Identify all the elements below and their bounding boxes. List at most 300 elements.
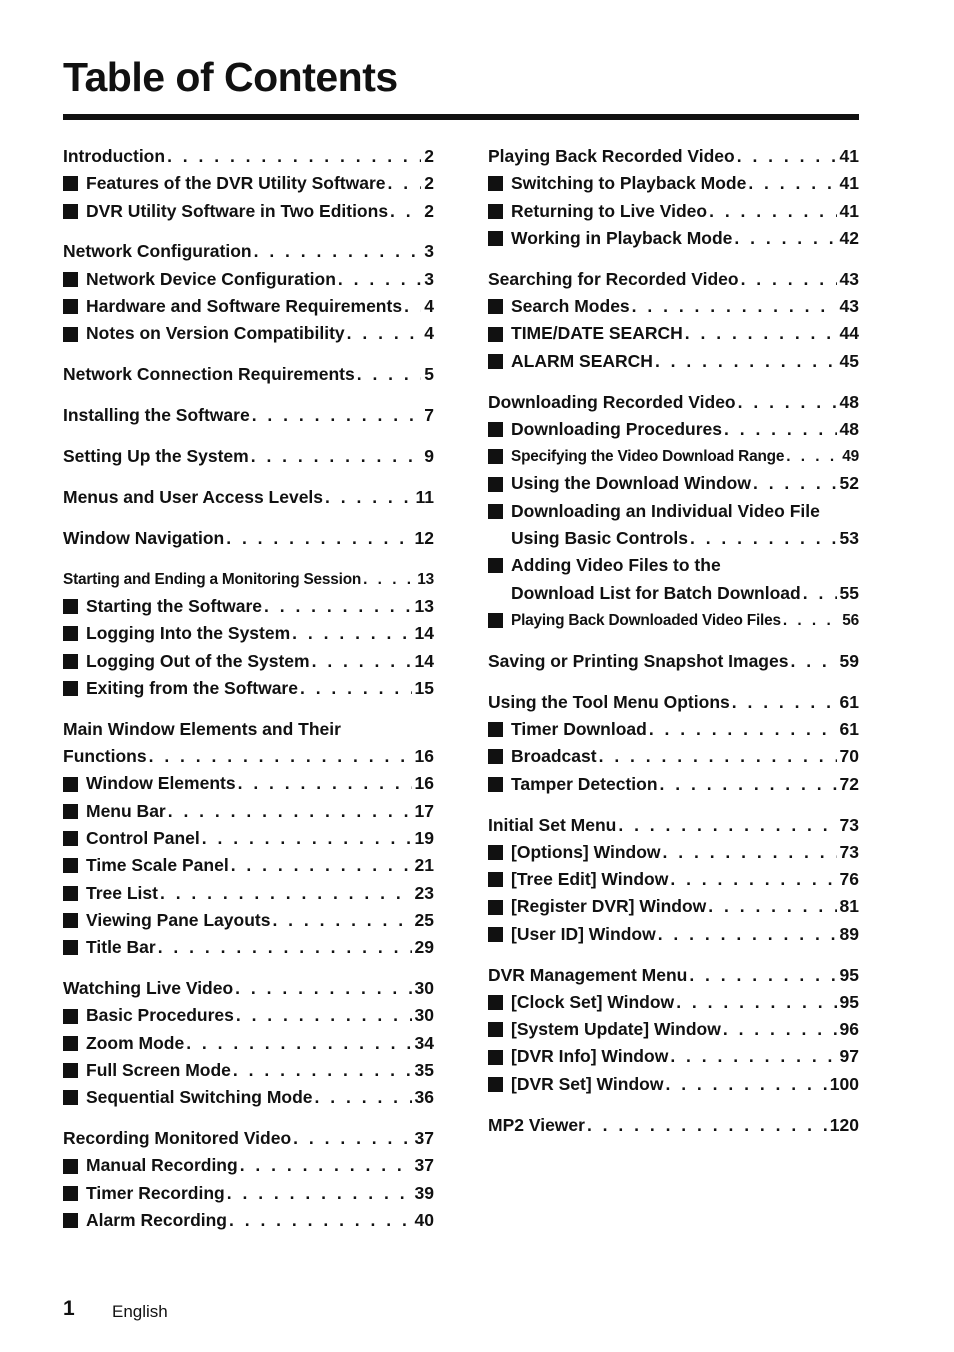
square-bullet-icon	[63, 176, 78, 191]
toc-entry-title: Switching to Playback Mode	[511, 173, 747, 194]
page-language: English	[112, 1302, 168, 1321]
toc-page-number: 72	[839, 773, 859, 794]
toc-entry-title: Timer Recording	[86, 1182, 225, 1203]
dot-leader	[658, 771, 837, 798]
dot-leader	[249, 443, 422, 470]
toc-subentry[interactable]	[488, 771, 859, 798]
toc-entry-title: [DVR Set] Window	[511, 1073, 664, 1094]
toc-page-number: 16	[414, 773, 434, 794]
toc-entry[interactable]	[488, 580, 859, 607]
toc-page-number: 21	[414, 855, 434, 876]
toc-subentry[interactable]	[488, 320, 859, 347]
toc-subentry[interactable]	[488, 443, 859, 470]
toc-entry[interactable]	[488, 1112, 859, 1139]
toc-subentry[interactable]	[63, 593, 434, 620]
toc-entry-title: Working in Playback Mode	[511, 227, 733, 248]
toc-entry-title: Recording Monitored Video	[63, 1128, 292, 1149]
square-bullet-icon	[488, 777, 503, 792]
toc-subentry[interactable]	[488, 198, 859, 225]
toc-entry-title: Search Modes	[511, 296, 630, 317]
square-bullet-icon	[63, 681, 78, 696]
toc-page-number: 76	[839, 869, 859, 890]
toc-entry[interactable]	[488, 962, 859, 989]
toc-page-number: 53	[839, 528, 859, 549]
toc-entry-title: Searching for Recorded Video	[488, 268, 739, 289]
toc-entry-title: Saving or Printing Snapshot Images	[488, 650, 789, 671]
dot-leader	[238, 1152, 412, 1179]
toc-entry[interactable]	[63, 1125, 434, 1152]
toc-entry-title: DVR Utility Software in Two Editions	[86, 200, 389, 221]
dot-leader	[732, 225, 836, 252]
toc-subentry[interactable]	[488, 921, 859, 948]
dot-leader	[683, 320, 837, 347]
toc-subentry[interactable]	[63, 770, 434, 797]
toc-subentry[interactable]	[488, 839, 859, 866]
toc-entry-title: Window Navigation	[63, 527, 225, 548]
toc-section	[488, 689, 859, 798]
toc-subentry[interactable]	[488, 225, 859, 252]
dot-leader	[298, 675, 412, 702]
toc-entry-title: Zoom Mode	[86, 1032, 185, 1053]
dot-leader	[746, 170, 836, 197]
toc-section	[488, 1112, 859, 1139]
toc-subentry[interactable]	[488, 893, 859, 920]
dot-leader	[656, 921, 837, 948]
toc-subentry[interactable]	[63, 170, 434, 197]
toc-page-number: 16	[414, 746, 434, 767]
square-bullet-icon	[488, 558, 503, 573]
toc-entry-title: Starting and Ending a Monitoring Session	[63, 570, 362, 588]
toc-page-number: 95	[839, 991, 859, 1012]
square-bullet-icon	[488, 176, 503, 191]
toc-subentry[interactable]	[63, 1002, 434, 1029]
toc-page-number: 37	[414, 1155, 434, 1176]
toc-page-number: 48	[839, 418, 859, 439]
dot-leader	[229, 852, 412, 879]
toc-entry-title: Logging Into the System	[86, 623, 291, 644]
toc-entry-title: Logging Out of the System	[86, 650, 310, 671]
toc-entry[interactable]	[488, 648, 859, 675]
toc-entry-title: Window Elements	[86, 773, 236, 794]
toc-entry-title: Control Panel	[86, 827, 200, 848]
toc-entry-title: Main Window Elements and Their	[63, 718, 341, 739]
square-bullet-icon	[488, 204, 503, 219]
toc-page-number: 48	[839, 391, 859, 412]
dot-leader	[323, 484, 412, 511]
toc-entry-title: Tamper Detection	[511, 773, 658, 794]
toc-entry-title: Downloading Procedures	[511, 418, 722, 439]
square-bullet-icon	[63, 1090, 78, 1105]
toc-subentry[interactable]	[63, 266, 434, 293]
toc-section	[488, 389, 859, 635]
toc-page-number: 25	[414, 909, 434, 930]
dot-leader	[361, 566, 414, 593]
square-bullet-icon	[488, 845, 503, 860]
dot-leader	[735, 143, 837, 170]
toc-subentry[interactable]	[488, 716, 859, 743]
dot-leader	[262, 593, 412, 620]
toc-subentry[interactable]	[63, 320, 434, 347]
toc-section	[63, 716, 434, 962]
toc-entry-title: Returning to Live Video	[511, 200, 708, 221]
toc-entry-title: Downloading Recorded Video	[488, 391, 736, 412]
toc-page-number: 59	[839, 650, 859, 671]
dot-leader	[597, 743, 837, 770]
toc-entry[interactable]	[63, 743, 434, 770]
toc-page-number: 2	[424, 200, 434, 221]
square-bullet-icon	[63, 204, 78, 219]
square-bullet-icon	[63, 299, 78, 314]
toc-page-number: 95	[839, 964, 859, 985]
toc-entry-title: Tree List	[86, 882, 158, 903]
dot-leader	[355, 361, 422, 388]
toc-section	[63, 143, 434, 225]
toc-page-number: 70	[839, 746, 859, 767]
toc-subentry[interactable]	[63, 648, 434, 675]
toc-entry[interactable]	[63, 238, 434, 265]
toc-page-number: 42	[839, 227, 859, 248]
toc-page-number: 5	[424, 364, 434, 385]
toc-entry[interactable]	[63, 443, 434, 470]
toc-subentry[interactable]	[63, 907, 434, 934]
toc-page-number: 13	[417, 570, 434, 588]
toc-page-number: 14	[414, 623, 434, 644]
toc-page-number: 49	[842, 448, 859, 466]
toc-entry[interactable]	[488, 812, 859, 839]
toc-entry-title: Initial Set Menu	[488, 814, 617, 835]
toc-page-number: 39	[414, 1182, 434, 1203]
dot-leader	[674, 989, 836, 1016]
square-bullet-icon	[488, 749, 503, 764]
dot-leader	[788, 648, 836, 675]
dot-leader	[158, 880, 412, 907]
square-bullet-icon	[63, 1009, 78, 1024]
square-bullet-icon	[63, 626, 78, 641]
toc-page-number: 14	[414, 650, 434, 671]
toc-entry-title: Setting Up the System	[63, 446, 249, 467]
toc-entry-title: Watching Live Video	[63, 978, 234, 999]
dot-leader	[250, 402, 422, 429]
toc-entry-title: Network Connection Requirements	[63, 364, 355, 385]
page-number: 1	[63, 1297, 75, 1320]
toc-subentry[interactable]	[63, 825, 434, 852]
toc-entry-title: Functions	[63, 746, 147, 767]
toc-page-number: 43	[839, 296, 859, 317]
toc-entry[interactable]	[488, 389, 859, 416]
toc-subentry[interactable]	[63, 1057, 434, 1084]
dot-leader	[165, 143, 421, 170]
toc-subentry[interactable]	[488, 293, 859, 320]
square-bullet-icon	[63, 913, 78, 928]
toc-section	[488, 812, 859, 948]
toc-entry-title: Hardware and Software Requirements	[86, 296, 403, 317]
dot-leader	[736, 389, 837, 416]
square-bullet-icon	[488, 231, 503, 246]
toc-entry-title: Menu Bar	[86, 800, 166, 821]
toc-page-number: 29	[414, 937, 434, 958]
toc-entry[interactable]	[63, 402, 434, 429]
toc-subentry[interactable]	[488, 989, 859, 1016]
square-bullet-icon	[488, 422, 503, 437]
toc-subentry[interactable]	[63, 1030, 434, 1057]
toc-page-number: 97	[839, 1046, 859, 1067]
toc-page-number: 17	[414, 800, 434, 821]
toc-subentry[interactable]	[488, 170, 859, 197]
square-bullet-icon	[63, 327, 78, 342]
toc-page-number: 3	[424, 241, 434, 262]
toc-page-number: 41	[839, 146, 859, 166]
dot-leader	[313, 1084, 412, 1111]
dot-leader	[722, 416, 837, 443]
dot-leader	[345, 320, 422, 347]
toc-entry-title: Timer Download	[511, 719, 647, 740]
toc-page-number: 30	[414, 978, 434, 999]
toc-entry[interactable]	[488, 143, 859, 170]
toc-page-number: 7	[424, 405, 434, 426]
square-bullet-icon	[63, 831, 78, 846]
toc-page-number: 100	[829, 1073, 859, 1094]
toc-subentry[interactable]	[63, 1207, 434, 1234]
toc-page-number: 35	[414, 1059, 434, 1080]
dot-leader	[585, 1112, 827, 1139]
toc-entry-title: [Options] Window	[511, 841, 661, 862]
square-bullet-icon	[63, 777, 78, 792]
dot-leader	[270, 907, 411, 934]
square-bullet-icon	[488, 449, 503, 464]
square-bullet-icon	[488, 1050, 503, 1065]
toc-entry-title: Playing Back Recorded Video	[488, 146, 735, 166]
toc-entry-title: Adding Video Files to the	[511, 555, 721, 576]
dot-leader	[225, 1180, 412, 1207]
toc-page-number: 73	[839, 841, 859, 862]
toc-entry-title: Specifying the Video Download Range	[511, 448, 785, 466]
dot-leader	[166, 798, 412, 825]
toc-page-number: 120	[829, 1114, 859, 1135]
dot-leader	[661, 839, 837, 866]
dot-leader	[688, 525, 837, 552]
toc-page-number: 41	[839, 173, 859, 194]
toc-subentry[interactable]	[63, 1152, 434, 1179]
square-bullet-icon	[488, 872, 503, 887]
toc-entry-title: Introduction	[63, 146, 166, 166]
toc-page-number: 3	[424, 268, 434, 289]
toc-section	[63, 1125, 434, 1234]
toc-section	[488, 266, 859, 375]
dot-leader	[291, 1125, 411, 1152]
toc-section	[63, 443, 434, 470]
toc-section	[488, 648, 859, 675]
toc-subentry[interactable]	[488, 552, 859, 579]
toc-page-number: 4	[424, 323, 434, 344]
dot-leader	[751, 470, 837, 497]
toc-page-number: 73	[839, 814, 859, 835]
toc-page-number: 96	[839, 1019, 859, 1040]
toc-right-column	[488, 143, 859, 1153]
toc-subentry[interactable]	[488, 416, 859, 443]
toc-section	[488, 143, 859, 252]
dot-leader	[231, 1057, 412, 1084]
dot-leader	[184, 1030, 411, 1057]
toc-entry-title: Network Configuration	[63, 241, 252, 262]
square-bullet-icon	[488, 327, 503, 342]
square-bullet-icon	[63, 858, 78, 873]
toc-entry-title: Features of the DVR Utility Software	[86, 173, 386, 194]
toc-entry-title: [Clock Set] Window	[511, 991, 675, 1012]
toc-entry[interactable]	[488, 525, 859, 552]
dot-leader	[236, 770, 412, 797]
toc-subentry[interactable]	[488, 1071, 859, 1098]
toc-page-number: 37	[414, 1128, 434, 1149]
toc-subentry[interactable]	[488, 1043, 859, 1070]
toc-page-number: 11	[415, 486, 434, 507]
dot-leader	[801, 580, 837, 607]
dot-leader	[290, 620, 411, 647]
dot-leader	[706, 893, 836, 920]
toc-entry-title: Playing Back Downloaded Video Files	[511, 611, 781, 629]
toc-section	[63, 484, 434, 511]
dot-leader	[156, 934, 412, 961]
toc-subentry[interactable]	[488, 470, 859, 497]
toc-page-number: 89	[839, 923, 859, 944]
toc-entry-title: Alarm Recording	[86, 1210, 227, 1231]
toc-entry-title: Sequential Switching Mode	[86, 1087, 313, 1108]
toc-page-number: 12	[414, 527, 434, 548]
square-bullet-icon	[63, 654, 78, 669]
square-bullet-icon	[488, 477, 503, 492]
toc-subentry[interactable]	[63, 1084, 434, 1111]
dot-leader	[386, 170, 422, 197]
toc-subentry[interactable]	[488, 743, 859, 770]
dot-leader	[252, 238, 422, 265]
toc-page-number: 45	[839, 350, 859, 371]
toc-page-number: 15	[414, 677, 434, 698]
toc-entry-title: Starting the Software	[86, 596, 262, 617]
toc-subentry[interactable]	[63, 934, 434, 961]
toc-entry-title: Network Device Configuration	[86, 268, 336, 289]
dot-leader	[647, 716, 837, 743]
toc-entry[interactable]	[488, 689, 859, 716]
toc-page-number: 40	[414, 1210, 434, 1231]
toc-page-number: 9	[424, 446, 434, 467]
toc-subentry[interactable]	[63, 880, 434, 907]
dot-leader	[663, 1071, 826, 1098]
toc-page-number: 41	[839, 200, 859, 221]
toc-entry-title: [System Update] Window	[511, 1019, 721, 1040]
toc-entry-title: Downloading an Individual Video File	[511, 500, 820, 521]
square-bullet-icon	[488, 354, 503, 369]
dot-leader	[200, 825, 412, 852]
toc-entry[interactable]	[63, 143, 434, 170]
toc-entry-title: MP2 Viewer	[488, 1114, 585, 1135]
toc-entry-title: Notes on Version Compatibility	[86, 323, 345, 344]
toc-subentry[interactable]	[488, 348, 859, 375]
toc-entry[interactable]	[488, 266, 859, 293]
toc-page-number: 19	[414, 827, 434, 848]
toc-section	[63, 361, 434, 388]
square-bullet-icon	[488, 900, 503, 915]
dot-leader	[653, 348, 837, 375]
dot-leader	[310, 648, 412, 675]
toc-section	[63, 238, 434, 347]
toc-subentry[interactable]	[488, 607, 859, 634]
toc-entry-title: Broadcast	[511, 746, 597, 767]
toc-entry[interactable]	[63, 975, 434, 1002]
toc-subentry[interactable]	[63, 1180, 434, 1207]
page-title: Table of Contents	[63, 54, 398, 100]
square-bullet-icon	[488, 1077, 503, 1092]
square-bullet-icon	[488, 927, 503, 942]
toc-entry-title: Full Screen Mode	[86, 1059, 231, 1080]
square-bullet-icon	[63, 1186, 78, 1201]
dot-leader	[147, 743, 412, 770]
toc-subentry[interactable]	[488, 866, 859, 893]
toc-page-number: 61	[839, 719, 859, 740]
toc-section	[63, 975, 434, 1111]
toc-entry-title: Menus and User Access Levels	[63, 486, 324, 507]
toc-entry-title: [DVR Info] Window	[511, 1046, 669, 1067]
toc-subentry[interactable]	[488, 498, 859, 525]
toc-entry[interactable]	[63, 566, 434, 593]
toc-page-number: 55	[839, 582, 859, 603]
square-bullet-icon	[488, 613, 503, 628]
toc-entry[interactable]	[63, 525, 434, 552]
toc-subentry[interactable]	[63, 675, 434, 702]
toc-subentry[interactable]	[63, 852, 434, 879]
dot-leader	[227, 1207, 412, 1234]
square-bullet-icon	[63, 804, 78, 819]
square-bullet-icon	[63, 272, 78, 287]
toc-entry-title: Title Bar	[86, 937, 156, 958]
dot-leader	[388, 198, 421, 225]
toc-subentry[interactable]	[63, 798, 434, 825]
square-bullet-icon	[63, 1063, 78, 1078]
square-bullet-icon	[63, 1036, 78, 1051]
toc-entry-title: [Tree Edit] Window	[511, 869, 669, 890]
toc-subentry[interactable]	[63, 198, 434, 225]
toc-entry-title: DVR Management Menu	[488, 964, 688, 985]
toc-subentry[interactable]	[63, 620, 434, 647]
toc-entry-title: Manual Recording	[86, 1155, 238, 1176]
square-bullet-icon	[488, 504, 503, 519]
toc-entry[interactable]	[63, 716, 434, 743]
dot-leader	[630, 293, 837, 320]
dot-leader	[707, 198, 836, 225]
toc-entry-title: Basic Procedures	[86, 1005, 234, 1026]
square-bullet-icon	[63, 886, 78, 901]
toc-entry-title: [Register DVR] Window	[511, 896, 707, 917]
dot-leader	[730, 689, 837, 716]
toc-page-number: 81	[839, 896, 859, 917]
square-bullet-icon	[488, 995, 503, 1010]
toc-subentry[interactable]	[488, 1016, 859, 1043]
toc-page-number: 52	[839, 473, 859, 494]
dot-leader	[234, 1002, 412, 1029]
dot-leader	[781, 607, 839, 634]
square-bullet-icon	[488, 1022, 503, 1037]
toc-entry-title: [User ID] Window	[511, 923, 656, 944]
toc-page-number: 36	[414, 1087, 434, 1108]
toc-page-number: 56	[842, 611, 859, 629]
toc-subentry[interactable]	[63, 293, 434, 320]
dot-leader	[721, 1016, 837, 1043]
square-bullet-icon	[63, 1213, 78, 1228]
dot-leader	[687, 962, 836, 989]
toc-entry[interactable]	[63, 484, 434, 511]
toc-entry[interactable]	[63, 361, 434, 388]
toc-entry-title: Using Basic Controls	[511, 528, 688, 549]
toc-page-number: 2	[424, 146, 434, 166]
toc-page-number: 61	[839, 691, 859, 712]
